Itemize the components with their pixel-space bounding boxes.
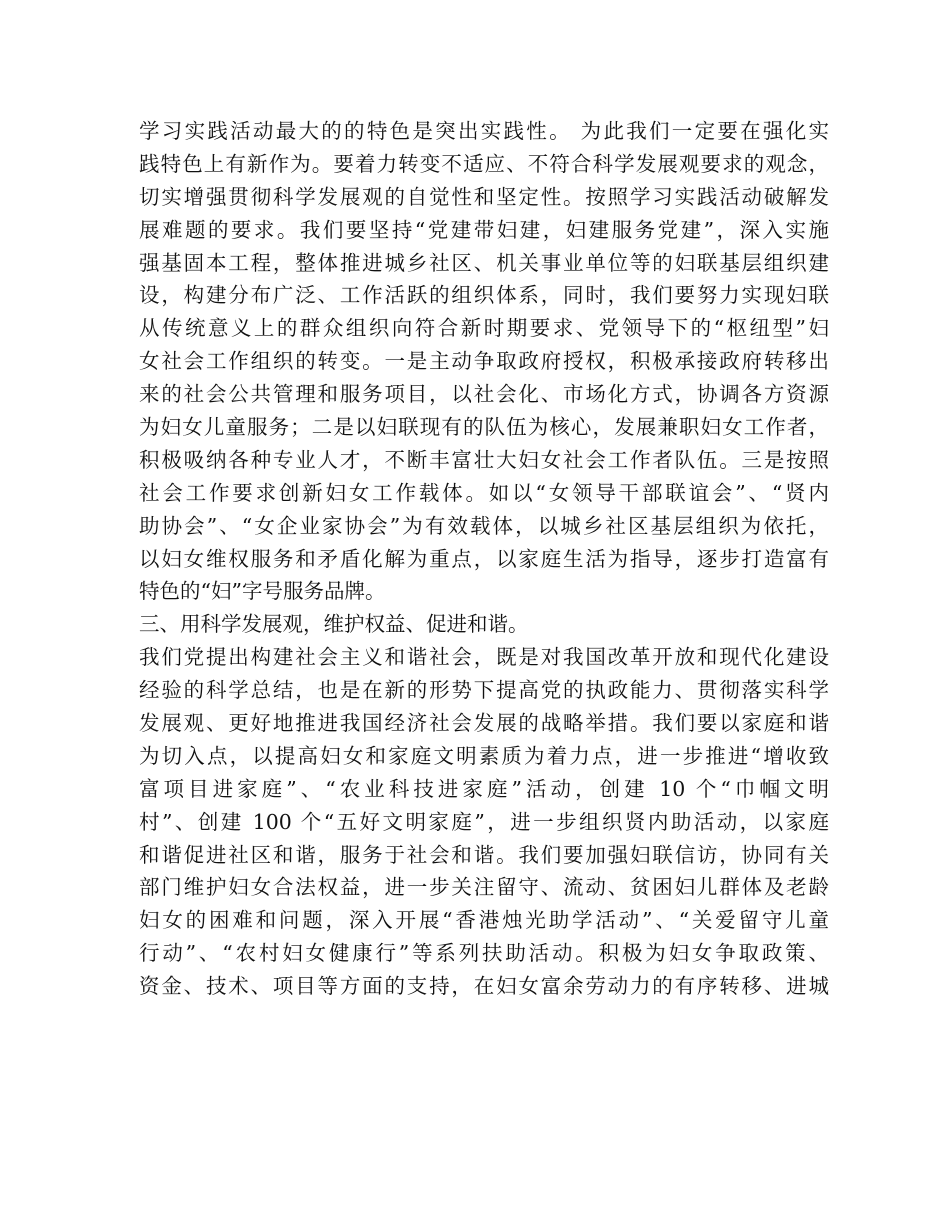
text-line: 助协会”、“女企业家协会”为有效载体，以城乡社区基层组织为依托， <box>139 513 829 538</box>
text-line: 积极吸纳各种专业人才，不断丰富壮大妇女社会工作者队伍。三是按照 <box>139 447 829 472</box>
section-heading: 三、用科学发展观，维护权益、促进和谐。 <box>139 612 529 637</box>
text-line: 践特色上有新作为。要着力转变不适应、不符合科学发展观要求的观念， <box>139 151 829 176</box>
text-line: 社会工作要求创新妇女工作载体。如以“女领导干部联谊会”、“贤内 <box>139 480 829 505</box>
text-line: 和谐促进社区和谐，服务于社会和谐。我们要加强妇联信访，协同有关 <box>139 842 829 867</box>
text-line: 为切入点，以提高妇女和家庭文明素质为着力点，进一步推进“增收致 <box>139 743 829 768</box>
text-line: 来的社会公共管理和服务项目，以社会化、市场化方式，协调各方资源 <box>139 382 829 407</box>
text-line: 设，构建分布广泛、工作活跃的组织体系，同时，我们要努力实现妇联 <box>139 283 829 308</box>
text-line: 以妇女维权服务和矛盾化解为重点，以家庭生活为指导，逐步打造富有 <box>139 546 829 571</box>
text-line: 妇女的困难和问题，深入开展“香港烛光助学活动”、“关爱留守儿童 <box>139 908 829 933</box>
text-line: 女社会工作组织的转变。一是主动争取政府授权，积极承接政府转移出 <box>139 349 829 374</box>
body-text <box>139 115 829 1003</box>
text-line: 展难题的要求。我们要坚持“党建带妇建，妇建服务党建”，深入实施 <box>139 217 829 242</box>
text-line: 发展观、更好地推进我国经济社会发展的战略举措。我们要以家庭和谐 <box>139 711 829 736</box>
text-line: 特色的“妇”字号服务品牌。 <box>139 579 386 604</box>
text-line: 行动”、“农村妇女健康行”等系列扶助活动。积极为妇女争取政策、 <box>139 941 829 966</box>
text-line: 切实增强贯彻科学发展观的自觉性和坚定性。按照学习实践活动破解发 <box>139 184 829 209</box>
text-line: 部门维护妇女合法权益，进一步关注留守、流动、贫困妇儿群体及老龄 <box>139 875 829 900</box>
text-line: 富项目进家庭”、“农业科技进家庭”活动，创建 10 个“巾帼文明 <box>139 776 829 801</box>
text-line: 村”、创建 100 个“五好文明家庭”，进一步组织贤内助活动，以家庭 <box>139 809 829 834</box>
text-line: 学习实践活动最大的的特色是突出实践性。 为此我们一定要在强化实 <box>139 119 829 143</box>
text-line: 强基固本工程，整体推进城乡社区、机关事业单位等的妇联基层组织建 <box>139 250 829 275</box>
text-line: 从传统意义上的群众组织向符合新时期要求、党领导下的“枢纽型”妇 <box>139 316 829 341</box>
text-line: 经验的科学总结，也是在新的形势下提高党的执政能力、贯彻落实科学 <box>139 678 829 703</box>
text-line: 为妇女儿童服务；二是以妇联现有的队伍为核心，发展兼职妇女工作者， <box>139 415 829 440</box>
text-line: 资金、技术、项目等方面的支持，在妇女富余劳动力的有序转移、进城 <box>139 974 829 999</box>
text-line: 我们党提出构建社会主义和谐社会，既是对我国改革开放和现代化建设 <box>139 645 829 670</box>
